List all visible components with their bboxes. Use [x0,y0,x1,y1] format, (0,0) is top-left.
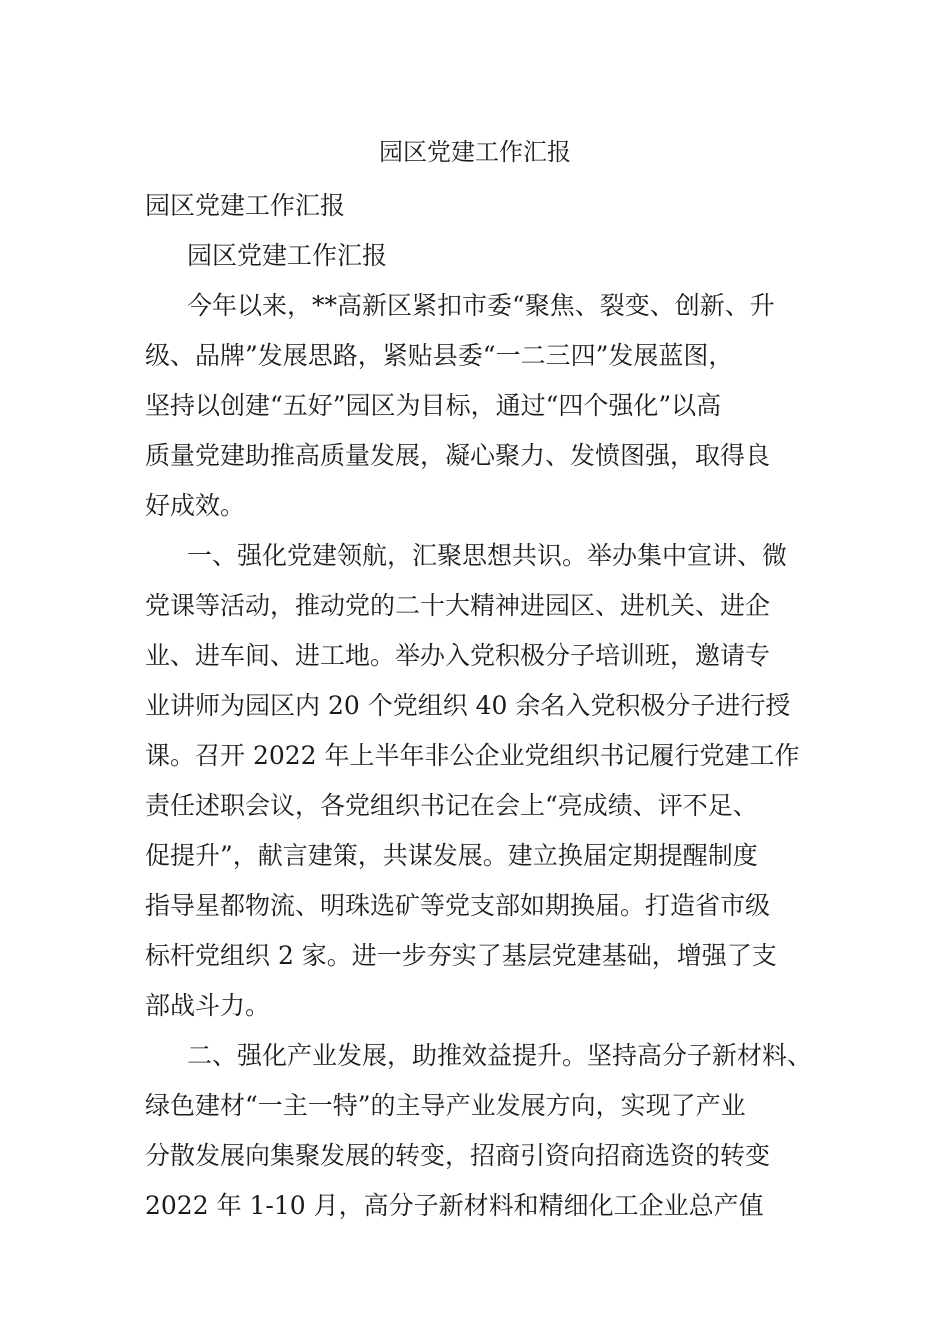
text-line: 指导星都物流、明珠选矿等党支部如期换届。打造省市级 [145,891,771,920]
text-line: 责任述职会议，各党组织书记在会上“亮成绩、评不足、 [145,791,758,820]
text-line: 部战斗力。 [145,991,271,1020]
text-line: 绿色建材“一主一特”的主导产业发展方向，实现了产业 [145,1091,746,1120]
text-line: 园区党建工作汇报 [187,241,388,270]
text-line: 质量党建助推高质量发展，凝心聚力、发愤图强，取得良 [145,441,771,470]
text-line: 一、强化党建领航，汇聚思想共识。举办集中宣讲、微 [187,541,788,570]
text-line: 园区党建工作汇报 [145,191,346,220]
text-line: 业、进车间、进工地。举办入党积极分子培训班，邀请专 [145,641,771,670]
text-line: 今年以来，**高新区紧扣市委“聚焦、裂变、创新、升 [187,291,775,320]
text-line: 业讲师为园区内 20 个党组织 40 余名入党积极分子进行授 [145,691,791,720]
text-line: 好成效。 [145,491,246,520]
document-title: 园区党建工作汇报 [379,138,571,166]
text-line: 坚持以创建“五好”园区为目标，通过“四个强化”以高 [145,391,722,420]
text-line: 课。召开 2022 年上半年非公企业党组织书记履行党建工作 [145,741,800,770]
text-line: 分散发展向集聚发展的转变，招商引资向招商选资的转变 [145,1141,771,1170]
text-line: 党课等活动，推动党的二十大精神进园区、进机关、进企 [145,591,771,620]
text-line: 级、品牌”发展思路，紧贴县委“一二三四”发展蓝图， [145,341,734,370]
text-line: 二、强化产业发展，助推效益提升。坚持高分子新材料、 [187,1041,813,1070]
document-body [145,181,813,1231]
text-line: 促提升”，献言建策，共谋发展。建立换届定期提醒制度 [145,841,758,870]
text-line: 标杆党组织 2 家。进一步夯实了基层党建基础，增强了支 [145,941,777,970]
text-line: 2022 年 1-10 月，高分子新材料和精细化工企业总产值 [145,1191,764,1220]
